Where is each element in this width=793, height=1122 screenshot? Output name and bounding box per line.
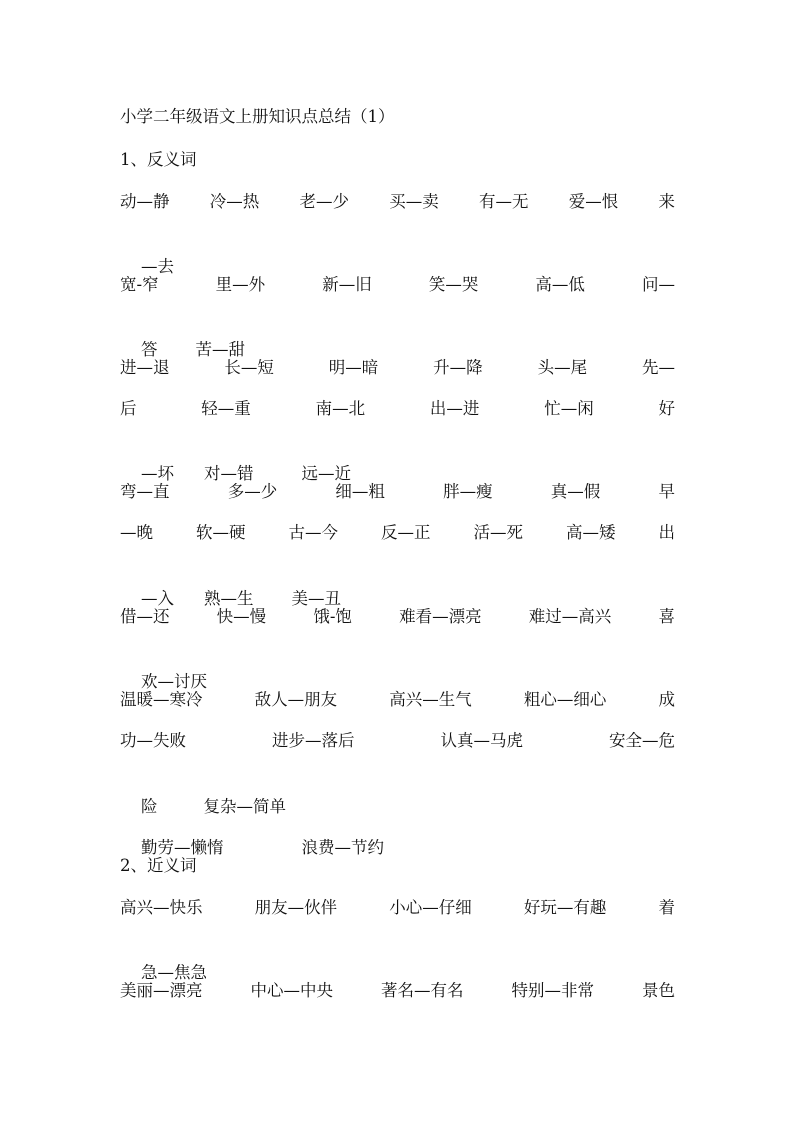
antonym-row (120, 397, 675, 421)
word-pair: 苦—甜 (195, 340, 245, 359)
antonym-row (120, 771, 675, 816)
antonym-row (120, 438, 675, 483)
word-pair: 出—进 (429, 399, 480, 418)
word-pair: 问— (641, 275, 675, 294)
word-pair: 景色 (642, 981, 675, 1000)
word-pair: 进—退 (120, 358, 170, 377)
word-pair: 敌人—朋友 (254, 690, 338, 709)
word-pair: 远—近 (301, 464, 351, 483)
word-pair: 明—暗 (328, 358, 379, 377)
section-heading-antonyms: 1、反义词 (120, 150, 197, 169)
word-pair: 长—短 (224, 358, 274, 377)
word-pair: 轻—重 (201, 399, 251, 418)
word-pair: 忙—闲 (544, 399, 594, 418)
synonym-row (120, 979, 675, 1003)
antonym-row (120, 231, 675, 276)
antonym-row (120, 356, 675, 380)
word-pair: 勤劳—懒惰 (140, 838, 224, 857)
word-pair: 成 (658, 690, 675, 709)
word-pair: —入 (140, 589, 174, 608)
antonym-row (120, 605, 675, 629)
word-pair: 对—错 (203, 464, 254, 483)
word-pair: 南—北 (315, 399, 366, 418)
antonym-row (120, 563, 675, 608)
word-pair: 温暖—寒冷 (120, 690, 203, 709)
word-pair: 多—少 (227, 482, 278, 501)
word-pair: 爱—恨 (568, 192, 619, 211)
word-pair: 高兴—快乐 (120, 898, 203, 917)
word-pair: 复杂—简单 (203, 797, 286, 816)
word-pair: 好玩—有趣 (523, 898, 607, 917)
word-pair: 老—少 (299, 192, 349, 211)
antonym-row (120, 480, 675, 504)
word-pair: 美—丑 (291, 589, 341, 608)
word-pair: 粗心—细心 (523, 690, 607, 709)
word-pair: —去 (140, 257, 174, 276)
word-pair: 先— (641, 358, 675, 377)
word-pair: 喜 (658, 607, 675, 626)
antonym-row (120, 521, 675, 545)
word-pair: 难过—高兴 (528, 607, 612, 626)
word-pair: 著名—有名 (381, 981, 464, 1000)
word-pair: 买—卖 (389, 192, 439, 211)
document-title: 小学二年级语文上册知识点总结（1） (120, 107, 395, 126)
word-pair: 急—焦急 (140, 963, 207, 982)
antonym-row (120, 314, 675, 359)
word-pair: 出 (658, 523, 675, 542)
word-pair: 进步—落后 (272, 731, 355, 750)
word-pair: 动—静 (120, 192, 170, 211)
word-pair: 真—假 (550, 482, 601, 501)
word-pair: 高兴—生气 (389, 690, 472, 709)
word-pair: 胖—瘦 (443, 482, 493, 501)
word-pair: 功—失败 (120, 731, 186, 750)
antonym-row (120, 688, 675, 712)
word-pair: 古—今 (288, 523, 338, 542)
word-pair: 借—还 (120, 607, 170, 626)
word-pair: 活—死 (473, 523, 523, 542)
word-pair: 头—尾 (537, 358, 588, 377)
word-pair: 有—无 (479, 192, 529, 211)
word-pair: 弯—直 (120, 482, 170, 501)
word-pair: 冷—热 (209, 192, 260, 211)
word-pair: 饿-饱 (313, 607, 352, 626)
word-pair: 后 (120, 399, 137, 418)
synonym-row (120, 937, 675, 982)
word-pair: 答 (140, 340, 158, 359)
word-pair: 小心—仔细 (389, 898, 472, 917)
word-pair: 美丽—漂亮 (120, 981, 203, 1000)
word-pair: 升—降 (433, 358, 483, 377)
antonym-row (120, 729, 675, 753)
section-heading-synonyms: 2、近义词 (120, 856, 197, 875)
word-pair: 安全—危 (609, 731, 675, 750)
antonym-row (120, 190, 675, 214)
word-pair: 快—慢 (216, 607, 267, 626)
word-pair: 早 (658, 482, 675, 501)
word-pair: 中心—中央 (250, 981, 333, 1000)
word-pair: 软—硬 (196, 523, 246, 542)
word-pair: 险 (140, 797, 158, 816)
word-pair: 好 (658, 399, 675, 418)
word-pair: 欢—讨厌 (140, 672, 207, 691)
synonym-row (120, 896, 675, 920)
word-pair: 浪费—节约 (301, 838, 384, 857)
antonym-row (120, 812, 675, 857)
word-pair: 特别—非常 (511, 981, 594, 1000)
word-pair: 高—矮 (566, 523, 616, 542)
word-pair: —坏 (140, 464, 174, 483)
word-pair: 高—低 (535, 275, 585, 294)
antonym-row (120, 273, 675, 297)
word-pair: 熟—生 (203, 589, 254, 608)
word-pair: 着 (658, 898, 675, 917)
word-pair: 难看—漂亮 (399, 607, 482, 626)
word-pair: 来 (658, 192, 675, 211)
word-pair: 反—正 (381, 523, 431, 542)
word-pair: 新—旧 (322, 275, 372, 294)
word-pair: 里—外 (215, 275, 266, 294)
word-pair: 朋友—伙伴 (254, 898, 338, 917)
word-pair: —晚 (120, 523, 153, 542)
word-pair: 笑—哭 (428, 275, 479, 294)
word-pair: 宽-窄 (120, 275, 159, 294)
word-pair: 细—粗 (335, 482, 385, 501)
antonym-row (120, 646, 675, 691)
word-pair: 认真—马虎 (440, 731, 523, 750)
